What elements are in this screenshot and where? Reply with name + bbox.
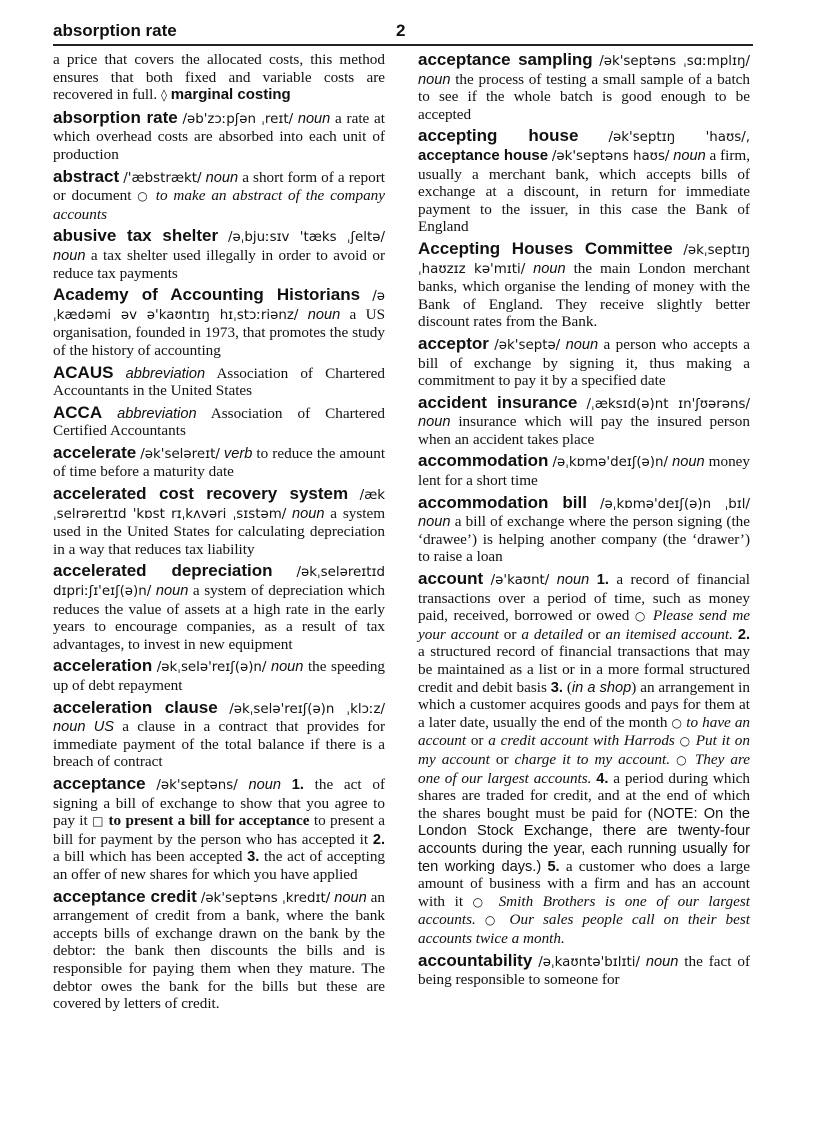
pronunciation: /ək'septə/ <box>494 337 561 353</box>
example: a credit account with Harrods <box>488 732 675 750</box>
page-number: 2 <box>396 21 406 40</box>
headword: acceptor <box>418 333 489 353</box>
sense-number: 1. <box>596 572 609 589</box>
example: charge it to my account. <box>514 750 671 768</box>
entry-accelerated-depreciation <box>53 562 385 653</box>
example: a detailed <box>521 625 583 643</box>
part-of-speech: noun <box>53 719 86 736</box>
part-of-speech: noun <box>418 514 451 531</box>
definition: insurance which will pay the insured person when an accident takes place <box>418 413 750 448</box>
sense-number: 5. <box>547 858 560 875</box>
part-of-speech: noun <box>418 414 451 431</box>
sense-definition: a period during which shares are traded for credit, and at the end of which the shares bought must be paid for <box>418 769 751 822</box>
see-also-icon: ◊ <box>160 88 167 103</box>
headword: absorption rate <box>53 107 178 127</box>
part-of-speech: noun <box>292 505 325 522</box>
pronunciation: /əˌkædəmi əv ə'kaʊntɪŋ hɪˌstɔːriənz/ <box>53 289 386 323</box>
usage-note: On the London Stock Exchange, there are twenty-four accounts during the year, each running usually for ten working days.) <box>418 805 751 875</box>
part-of-speech: noun <box>645 953 679 970</box>
definition: the speeding up of debt repayment <box>53 658 386 694</box>
phrase-marker-icon: □ <box>92 814 105 829</box>
part-of-speech: noun <box>155 583 189 600</box>
definition: a system used in the United States for calculating depreciation in a way that reduces tax liability <box>53 504 386 558</box>
pronunciation: /ək'septəns/ <box>156 777 238 793</box>
headword: acceptance credit <box>53 886 197 906</box>
entry-acceleration-clause <box>53 699 385 771</box>
sense-definition: a record of financial transactions over a period of time, such as money paid, received, borrowed or owed <box>418 571 750 625</box>
sense-definition: a customer who does a large amount of business with a firm and has an account with it <box>418 857 751 910</box>
example: Smith Brothers is one of our largest accounts. <box>418 892 751 929</box>
example-marker-icon: ○ <box>679 734 692 749</box>
pronunciation: /əb'zɔːpʃən ˌreɪt/ <box>182 111 294 127</box>
entry-accommodation-bill <box>418 494 750 566</box>
sense-number: 2. <box>372 831 385 848</box>
pronunciation: /əˌbjuːsɪv 'tæks ˌʃeltə/ <box>227 230 385 246</box>
example-marker-icon: ○ <box>671 715 683 730</box>
example: Our sales people call on their best accounts twice a month. <box>418 911 750 947</box>
part-of-speech: verb <box>223 445 253 462</box>
region-label: US <box>93 719 115 736</box>
sense-definition: a bill which has been accepted <box>53 848 243 866</box>
pronunciation: /ækˌselrəreɪtɪd 'kɒst rɪˌkʌvəri ˌsɪstəm/ <box>53 488 385 522</box>
pronunciation: /ək'seləreɪt/ <box>140 446 220 462</box>
example-marker-icon: ○ <box>472 894 489 909</box>
headword: Accepting Houses Committee <box>418 238 673 258</box>
entry-acceptance-sampling <box>418 51 750 123</box>
entry-accident-insurance <box>418 394 750 449</box>
entry-acceleration <box>53 657 385 694</box>
definition: Association of Chartered Accountants in the United States <box>53 364 385 400</box>
headword: ACCA <box>53 402 103 422</box>
running-header <box>53 20 753 46</box>
entry-accommodation <box>418 452 750 489</box>
pronunciation: /ək'septəns ˌkredɪt/ <box>200 890 331 906</box>
sense-number: 4. <box>596 770 609 787</box>
headword: acceleration clause <box>53 697 218 717</box>
part-of-speech: noun <box>307 306 341 323</box>
part-of-speech: noun <box>672 454 705 471</box>
example-marker-icon: ○ <box>484 913 501 928</box>
part-of-speech: noun <box>270 659 304 676</box>
right-column <box>418 51 750 993</box>
entry-abusive-tax-shelter <box>53 227 385 282</box>
pronunciation: /'æbstrækt/ <box>123 170 202 186</box>
pronunciation: /əˌkaʊntə'bɪlɪti/ <box>538 954 640 970</box>
definition: a short form of a report or document <box>53 168 386 205</box>
pronunciation: /ək'septəns ˌsɑːmplɪŋ/ <box>599 54 750 69</box>
example-marker-icon: ○ <box>676 752 689 767</box>
definition: a US organisation, founded in 1973, that promotes the study of the history of accounting <box>53 305 386 359</box>
pronunciation: /ə'kaʊnt/ <box>490 573 550 589</box>
sense-definition: the act of accepting an offer of new shares for which you have applied <box>53 848 386 883</box>
part-of-speech: noun <box>53 247 86 264</box>
pronunciation: /əkˌseləreɪtɪd dɪpriːʃɪ'eɪʃ(ə)n/ <box>53 565 385 600</box>
headword: accountability <box>418 950 533 970</box>
example: to make an abstract of the company accounts <box>53 187 385 223</box>
continued-entry: a price that covers the allocated costs, this method ensures that both fixed and variable costs are recovered in full. ◊ marginal costing <box>53 51 385 104</box>
headword: ACAUS <box>53 362 114 382</box>
entry-acaus <box>53 364 385 400</box>
example-marker-icon: ○ <box>634 609 648 624</box>
phrase: to present a bill for acceptance <box>108 812 310 830</box>
definition: the process of testing a small sample of a batch to see if the whole batch is good enough to be accepted <box>418 70 750 123</box>
headword: accepting house <box>418 126 579 146</box>
pronunciation: /əˌkɒmə'deɪʃ(ə)n/ <box>552 455 668 471</box>
part-of-speech: abbreviation <box>117 405 197 422</box>
note-label: NOTE: <box>652 805 698 822</box>
definition: a bill of exchange where the person signing (the ‘drawee’) is helping another company (the ‘drawer’) to raise a loan <box>418 513 751 566</box>
part-of-speech: abbreviation <box>125 365 206 382</box>
example-marker-icon: ○ <box>137 189 150 204</box>
part-of-speech: noun <box>334 889 367 906</box>
example: to have an account <box>418 713 751 750</box>
pronunciation: /əkˌseptɪŋ ˌhaʊzɪz kə'mɪti/ <box>418 242 751 277</box>
definition: a rate at which overhead costs are absorbed into each unit of production <box>53 109 385 163</box>
pronunciation: /əkˌselə'reɪʃ(ə)n ˌklɔːz/ <box>229 701 385 717</box>
left-column <box>53 51 385 1017</box>
pronunciation: /ək'septəns haʊs/ <box>551 148 670 164</box>
headword: acceptance <box>53 773 146 793</box>
example: an itemised account. <box>605 625 733 643</box>
definition: a system of depreciation which reduces the value of assets at a high rate in the early years to encourage companies, as a result of tax advantages, to invest in new equipment <box>53 582 386 653</box>
headword: accelerate <box>53 442 137 462</box>
definition: a clause in a contract that provides for immediate payment of the total balance if there is a breach of contract <box>53 718 386 771</box>
definition: the main London merchant banks, which organise the lending of money with the Bank of England. They receive slightly better discount rates from the Bank. <box>418 259 750 331</box>
header-headword: absorption rate <box>53 21 177 40</box>
usage-label: in a shop <box>571 679 632 696</box>
headword: abusive tax shelter <box>53 226 219 246</box>
definition: an arrangement of credit from a bank, where the bank accepts bills of exchange drawn on the bank by the debtor: the bank then discounts the bills and is responsible for paying them when they mature. The debtor owes the bank for the bills but these are covered by letters of credit. <box>53 888 386 1013</box>
sense-number: 2. <box>737 626 751 643</box>
entry-account: account /ə'kaʊnt/ noun 1. a record of financial transactions over a period of time, such as money paid, received, borrowed or owed ○ Please send me your account or a detailed or an itemised account. 2. a structured record of financial transactions that may be maintained as a list or in a more formal structured credit and debit basis 3. (in a shop) an arrangement in which a customer acquires goods and pays for them at a later date, usually the end of the month ○ to have an account or a credit account with Harrods ○ Put it on my account or charge it to my account. ○ They are one of our largest accounts. 4. a period during which shares are traded for credit, and at the end of which the shares bought must be paid for (NOTE: On the London Stock Exchange, there are twenty-four accounts during the year, each running usually for ten working days.) 5. a customer who does a large amount of business with a firm and has an account with it ○ Smith Brothers is one of our largest accounts. ○ Our sales people call on their best accounts twice a month. <box>418 569 751 947</box>
entry-acceptance-credit <box>53 888 385 1013</box>
entry-accelerate <box>53 444 385 481</box>
sense-number: 3. <box>247 849 260 866</box>
headword: accommodation <box>418 451 549 471</box>
headword: accelerated depreciation <box>53 561 273 581</box>
headword: accommodation bill <box>418 492 587 512</box>
example: They are one of our largest accounts. <box>418 750 751 787</box>
pronunciation: /ˌæksɪd(ə)nt ɪn'ʃʊərəns/ <box>586 396 750 412</box>
part-of-speech: noun <box>565 336 599 353</box>
part-of-speech: noun <box>205 169 239 186</box>
part-of-speech: noun <box>673 147 706 164</box>
entry-accountability <box>418 952 750 989</box>
cross-reference: marginal costing <box>170 86 291 104</box>
sense-number: 3. <box>550 679 563 696</box>
headword: account <box>418 569 484 589</box>
part-of-speech: noun <box>533 260 566 277</box>
entry-absorption-rate <box>53 109 385 164</box>
example: Put it on my account <box>418 732 750 768</box>
part-of-speech: noun <box>248 776 281 793</box>
headword: accident insurance <box>418 392 578 412</box>
entry-accepting-house <box>418 127 750 236</box>
part-of-speech: noun <box>297 110 331 127</box>
entry-acca <box>53 404 385 440</box>
definition: the fact of being responsible to someone for <box>418 952 751 989</box>
entry-accepting-houses-committee <box>418 240 750 331</box>
sense-number: 1. <box>291 776 304 793</box>
headword: acceptance sampling <box>418 50 593 69</box>
headword: accelerated cost recovery system <box>53 484 349 504</box>
headword: abstract <box>53 166 120 186</box>
part-of-speech: noun <box>556 572 590 589</box>
example: Please send me your account <box>418 607 751 643</box>
sense-definition: a structured record of financial transactions that may be maintained as a list or in a more formal structured credit and debit basis <box>418 643 750 696</box>
definition: a person who accepts a bill of exchange by signing it, thus making a commitment to pay it by a specified date <box>418 335 751 390</box>
phrase-definition: to present a bill for payment by the person who has accepted it <box>53 812 386 848</box>
headword: Academy of Accounting Historians <box>53 285 361 305</box>
pronunciation: /əkˌselə'reɪʃ(ə)n/ <box>156 660 267 676</box>
definition: a tax shelter used illegally in order to avoid or reduce tax payments <box>53 246 386 282</box>
entry-abstract <box>53 168 385 224</box>
entry-acceptance <box>53 775 385 884</box>
definition: Association of Chartered Certified Accountants <box>53 404 385 440</box>
part-of-speech: noun <box>418 71 451 88</box>
definition: a firm, usually a merchant bank, which accepts bills of exchange at a discount, in return for immediate payment to the issuer, in this case the Bank of England <box>418 146 751 236</box>
entry-academy-of-accounting-historians <box>53 286 385 359</box>
entry-accelerated-cost-recovery-system <box>53 485 385 558</box>
pronunciation: /əˌkɒmə'deɪʃ(ə)n ˌbɪl/ <box>600 496 751 512</box>
sense-definition: the act of signing a bill of exchange to show that you agree to pay it <box>53 775 386 830</box>
headword: acceleration <box>53 656 153 676</box>
sense-definition: an arrangement in which a customer acquires goods and pays for them at a later date, usually the end of the month <box>418 678 750 731</box>
definition: to reduce the amount of time before a maturity date <box>53 444 386 481</box>
definition: money lent for a short time <box>418 453 750 490</box>
pronunciation: /ək'septɪŋ 'haʊs/, <box>608 130 750 146</box>
alternate-headword: acceptance house <box>418 146 549 164</box>
entry-acceptor <box>418 335 750 390</box>
